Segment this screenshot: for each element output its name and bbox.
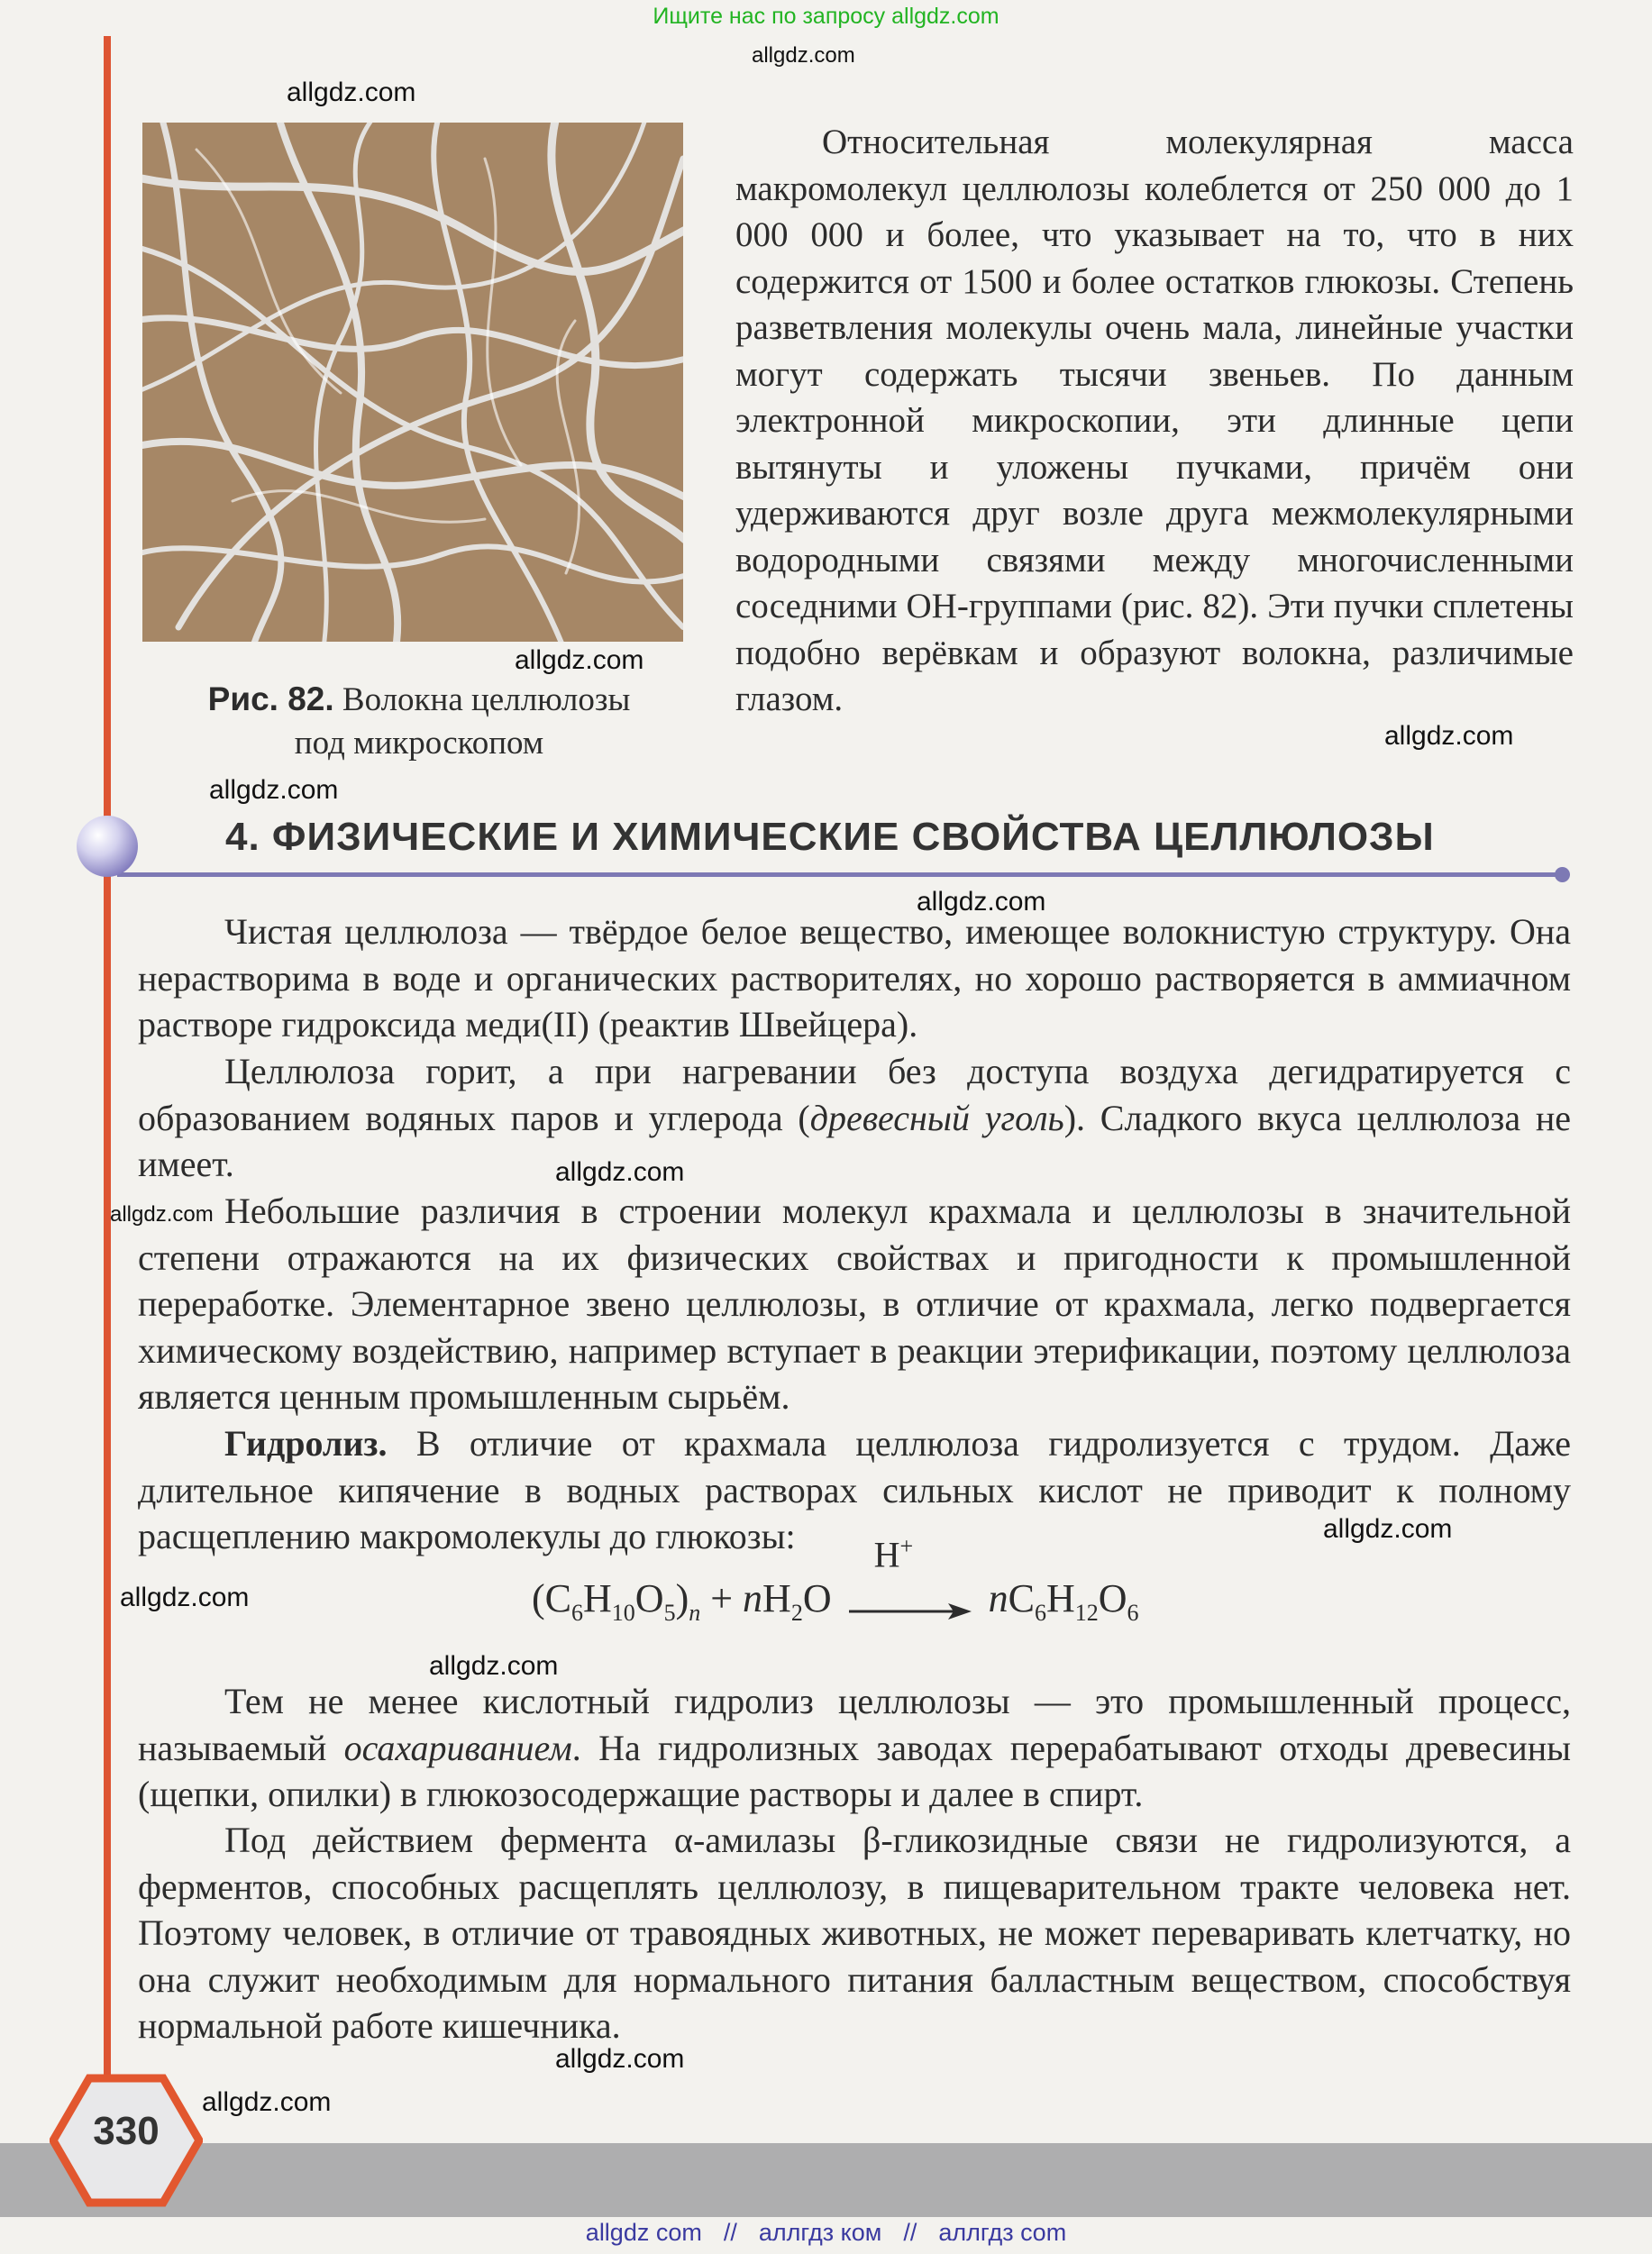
p2-end: ). Сладкого вкуса целлюлоза не имеет. xyxy=(138,1097,1571,1184)
paragraph-6: Под действием фермента α-амилазы β-гликозидные связи не гидролизуются, а ферментов, способных расщеплять целлюлозу, в пищеварительном тракте человека нет. Поэтому человек, в отличие от травоядных животных, не может переваривать клетчатку, но она служит необходимым для нормального питания балластным веществом, способствуя нормальной работе кишечника. xyxy=(138,1820,1571,2046)
section-heading: 4. ФИЗИЧЕСКИЕ И ХИМИЧЕСКИЕ СВОЙСТВА ЦЕЛЛЮЛОЗЫ xyxy=(225,815,1435,859)
figure-caption-line1: Волокна целлюлозы xyxy=(342,681,631,718)
cellulose-fibers-photo xyxy=(142,123,683,642)
fibers-illustration xyxy=(142,123,683,642)
paragraph-1: Чистая целлюлоза — твёрдое белое вещество, имеющее волокнистую структуру. Она нерастворима в воде и органических растворителях, но хорошо растворяется в аммиачном растворе гидроксида меди(II) (реактив Швейцера). xyxy=(138,911,1571,1045)
footer-separator: // xyxy=(723,2219,737,2246)
p5-end: . На гидролизных заводах перерабатывают отходы древесины (щепки, опилки) в глюкозосодержащие растворы и далее в спирт. xyxy=(138,1727,1571,1814)
p4-rest: В отличие от крахмала целлюлоза гидролизуется с трудом. Даже длительное кипячение в водных растворах сильных кислот не приводит к полному расщеплению макромолекулы до глюкозы: xyxy=(138,1423,1571,1556)
footer-links[interactable] xyxy=(0,2219,1652,2247)
footer-separator: // xyxy=(903,2219,917,2246)
heading-dot-icon xyxy=(1555,867,1570,882)
heading-underline xyxy=(117,872,1566,877)
watermark: allgdz.com xyxy=(1384,721,1514,751)
figure-caption xyxy=(153,678,685,765)
catalyst-label: H+ xyxy=(873,1532,914,1575)
heading-ball-icon xyxy=(77,816,138,877)
watermark: allgdz.com xyxy=(287,78,416,107)
footer-link-1[interactable]: allgdz com xyxy=(585,2219,702,2246)
arrow-icon xyxy=(847,1598,973,1625)
watermark: allgdz.com xyxy=(202,2087,332,2117)
watermark: allgdz.com xyxy=(555,1157,685,1187)
paragraph-5 xyxy=(138,1678,1571,1818)
page-number: 330 xyxy=(93,2109,160,2153)
p4-bold: Гидролиз. xyxy=(224,1423,388,1464)
watermark: allgdz.com xyxy=(555,2044,685,2074)
watermark: allgdz.com xyxy=(429,1651,559,1681)
paragraph-3: Небольшие различия в строении молекул крахмала и целлюлозы в значительной степени отражаются на их физических свойствах и пригодности к промышленной переработке. Элементарное звено целлюлозы, в отличие от крахмала, легко подвергается химическому воздействию, например вступает в реакции этерификации, поэтому целлюлоза является ценным промышленным сырьём. xyxy=(138,1191,1571,1417)
footer-link-3[interactable]: аллгдз com xyxy=(938,2219,1067,2246)
top-banner[interactable]: Ищите нас по запросу allgdz.com xyxy=(653,4,999,29)
footer-link-2[interactable]: аллгдз ком xyxy=(758,2219,882,2246)
page-bottom-band xyxy=(0,2143,1652,2217)
figure-caption-line2: под микроскопом xyxy=(294,725,544,762)
watermark: allgdz.com xyxy=(120,1583,250,1612)
reaction-arrow xyxy=(847,1532,973,1616)
watermark: allgdz.com xyxy=(1323,1514,1453,1544)
p5-start: Тем не менее кислотный гидролиз целлюлозы — это промышленный процесс, называемый xyxy=(138,1681,1571,1768)
paragraph-2 xyxy=(138,1048,1571,1188)
watermark: allgdz.com xyxy=(917,887,1046,917)
right-paragraph: Относительная молекулярная масса макромолекул целлюлозы колеблется от 250 000 до 1 000 000 и более, что указывает на то, что в них содержится от 1500 и более остатков глюкозы. Степень разветвления молекулы очень мала, линейные участки могут содержать тысячи звеньев. По данным электронной микроскопии, эти длинные цепи вытянуты и уложены пучками, причём они удерживаются друг возле друга межмолекулярными водородными связями между многочисленными соседними ОН-группами (рис. 82). Эти пучки сплетены подобно верёвкам и образуют волокна, различимые глазом. xyxy=(735,123,1574,718)
figure-number: Рис. 82. xyxy=(207,680,334,717)
watermark: allgdz.com xyxy=(752,43,855,68)
watermark: allgdz.com xyxy=(209,775,339,805)
p2-italic: древесный уголь xyxy=(809,1097,1064,1138)
watermark: allgdz.com xyxy=(110,1202,214,1227)
watermark: allgdz.com xyxy=(515,645,644,675)
left-accent-bar xyxy=(104,36,111,2140)
p2-start: Целлюлоза горит, а при нагревании без доступа воздуха дегидратируется с образованием водяных паров и углерода ( xyxy=(138,1051,1571,1138)
p5-italic: осахариванием xyxy=(343,1727,572,1768)
hydrolysis-equation: $(C_6H_{10}O_5)_n + nH_2O$ H+ $nC_6H_{12}O_6$ xyxy=(532,1532,1139,1626)
